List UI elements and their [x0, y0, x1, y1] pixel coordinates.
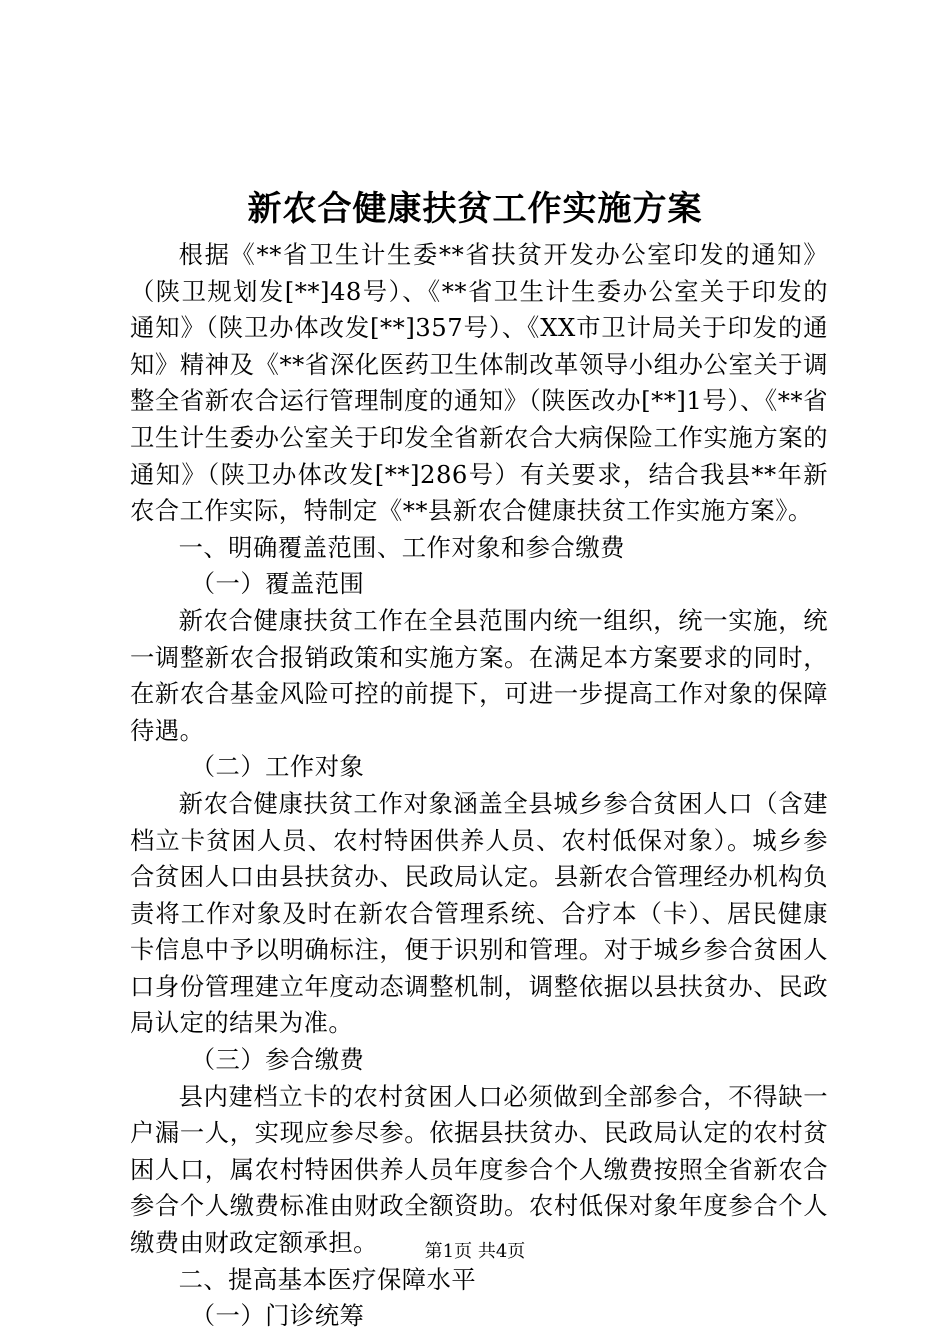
intro-paragraph: 根据《**省卫生计生委**省扶贫开发办公室印发的通知》（陕卫规划发[**]48号）、《**省卫生计生委办公室关于印发的通知》（陕卫办体改发[**]357号）、《XX市卫计局关于印发的通知》精神及《**省深化医药卫生体制改革领导小组办公室关于调整全省新农合运行管理制度的通知》（陕医改办[**]1号）、《**省卫生计生委办公室关于印发全省新农合大病保险工作实施方案的通知》（陕卫办体改发[**]286号）有关要求，结合我县**年新农合工作实际，特制定《**县新农合健康扶贫工作实施方案》。	[130, 240, 828, 526]
document-title: 新农合健康扶贫工作实施方案	[247, 189, 703, 229]
targets-paragraph: 新农合健康扶贫工作对象涵盖全县城乡参合贫困人口（含建档立卡贫困人员、农村特困供养人员、农村低保对象）。城乡参合贫困人口由县扶贫办、民政局认定。县新农合管理经办机构负责将工作对象及时在新农合管理系统、合疗本（卡）、居民健康卡信息中予以明确标注，便于识别和管理。对于城乡参合贫困人口身份管理建立年度动态调整机制，调整依据以县扶贫办、民政局认定的结果为准。	[130, 788, 828, 1038]
page-footer: 第1页 共4页	[424, 1241, 526, 1262]
subsection-heading-coverage: （一）覆盖范围	[190, 569, 365, 599]
section-heading-2: 二、提高基本医疗保障水平	[178, 1264, 477, 1294]
document-body	[130, 237, 828, 1335]
subsection-heading-targets: （二）工作对象	[190, 752, 365, 782]
coverage-paragraph: 新农合健康扶贫工作在全县范围内统一组织，统一实施，统一调整新农合报销政策和实施方案。在满足本方案要求的同时，在新农合基金风险可控的前提下，可进一步提高工作对象的保障待遇。	[130, 605, 828, 745]
payment-paragraph: 县内建档立卡的农村贫困人口必须做到全部参合，不得缺一户漏一人，实现应参尽参。依据县扶贫办、民政局认定的农村贫困人口，属农村特困供养人员年度参合个人缴费按照全省新农合参合个人缴费标准由财政全额资助。农村低保对象年度参合个人缴费由财政定额承担。	[130, 1081, 828, 1258]
subsection-heading-payment: （三）参合缴费	[190, 1045, 365, 1075]
subsection-heading-outpatient: （一）门诊统筹	[190, 1301, 365, 1331]
section-heading-1: 一、明确覆盖范围、工作对象和参合缴费	[178, 532, 625, 562]
